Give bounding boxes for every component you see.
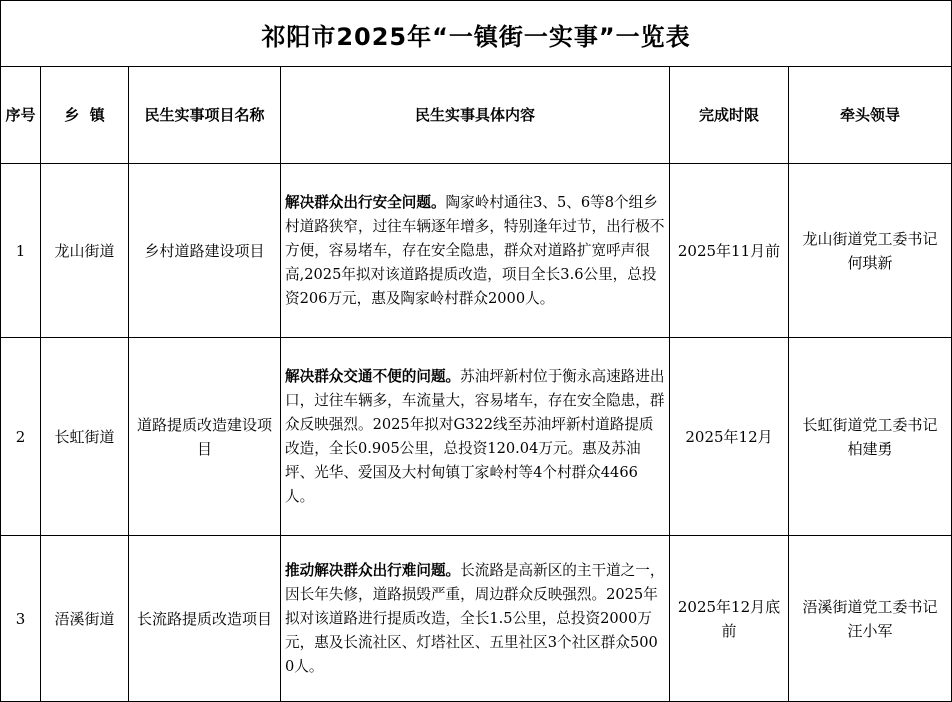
header-town: 乡 镇 [41,67,129,164]
content-lead: 解决群众交通不便的问题。 [285,367,461,385]
header-leader: 牵头领导 [789,67,952,164]
cell-leader [789,536,952,702]
content-body: 陶家岭村通往3、5、6等8个组乡村道路狭窄，过往车辆逐年增多，特别逢年过节，出行极不方便，容易堵车，存在安全隐患，群众对道路扩宽呼声很高,2025年拟对该道路提质改造，项目全长3.6公里，总投资206万元，惠及陶家岭村群众2000人。 [285,193,665,307]
table-title: 祁阳市2025年“一镇街一实事”一览表 [0,0,952,67]
content-lead: 解决群众出行安全问题。 [285,193,446,211]
leader-title: 龙山街道党工委书记 [802,229,938,248]
cell-leader [789,164,952,338]
cell-deadline: 2025年12月 [670,338,789,536]
header-content: 民生实事具体内容 [281,67,670,164]
cell-project: 长流路提质改造项目 [129,536,281,702]
leader-name: 汪小军 [847,621,893,640]
content-body: 苏油坪新村位于衡永高速路进出口，过往车辆多，车流量大，容易堵车，存在安全隐患，群众反映强烈。2025年拟对G322线至苏油坪新村道路提质改造，全长0.905公里，总投资120.04万元。惠及苏油坪、光华、爱国及大村甸镇丁家岭村等4个村群众4466人。 [285,367,665,505]
cell-leader [789,338,952,536]
leader-name: 何琪新 [847,253,893,272]
cell-no: 2 [1,338,41,536]
table-row [1,164,952,338]
cell-content [281,164,670,338]
cell-town: 龙山街道 [41,164,129,338]
table-row [1,338,952,536]
cell-project: 道路提质改造建设项目 [129,338,281,536]
leader-title: 长虹街道党工委书记 [802,415,938,434]
header-row [1,67,952,164]
cell-deadline: 2025年12月底前 [670,536,789,702]
cell-town: 长虹街道 [41,338,129,536]
content-body: 长流路是高新区的主干道之一，因长年失修，道路损毁严重，周边群众反映强烈。2025年拟对该道路进行提质改造，全长1.5公里，总投资2000万元，惠及长流社区、灯塔社区、五里社区3个社区群众5000人。 [285,561,665,675]
leader-name: 柏建勇 [847,439,893,458]
cell-deadline: 2025年11月前 [670,164,789,338]
content-lead: 推动解决群众出行难问题。 [285,561,461,579]
leader-title: 浯溪街道党工委书记 [802,597,938,616]
cell-no: 3 [1,536,41,702]
table-row [1,536,952,702]
cell-content [281,338,670,536]
cell-content [281,536,670,702]
header-deadline: 完成时限 [670,67,789,164]
header-no: 序号 [1,67,41,164]
cell-no: 1 [1,164,41,338]
header-project: 民生实事项目名称 [129,67,281,164]
cell-project: 乡村道路建设项目 [129,164,281,338]
projects-table [0,66,952,702]
cell-town: 浯溪街道 [41,536,129,702]
